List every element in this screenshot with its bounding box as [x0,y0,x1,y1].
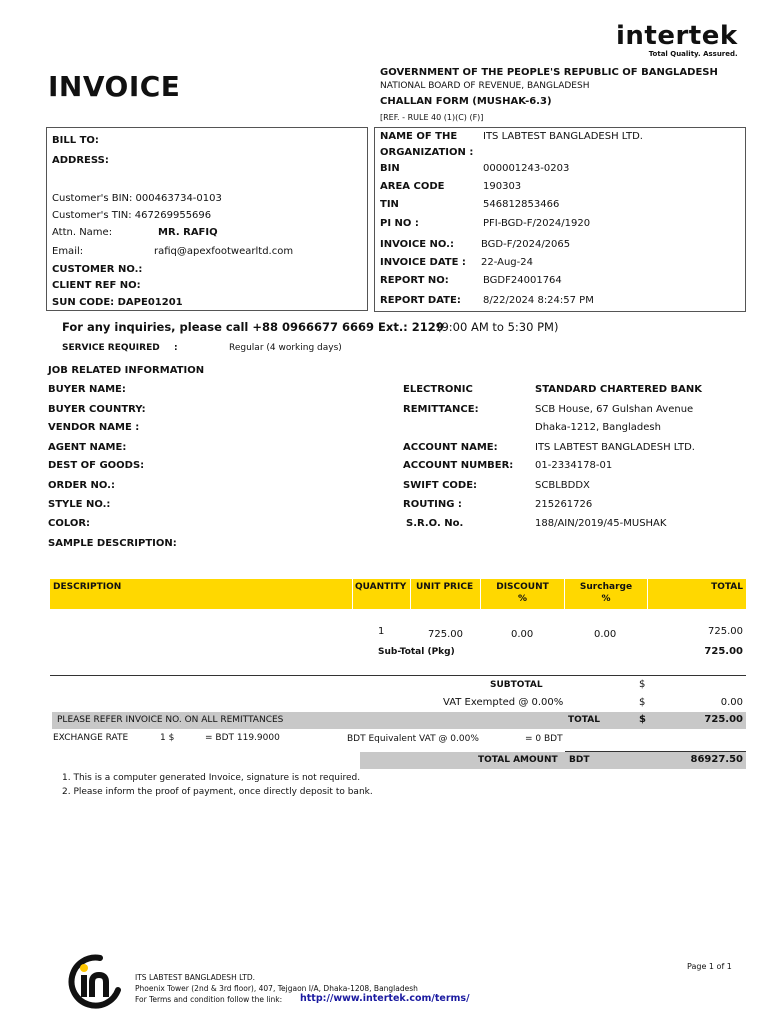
refer-text: PLEASE REFER INVOICE NO. ON ALL REMITTANCES [57,715,284,725]
vendor-name-label: VENDOR NAME : [48,422,140,433]
exchange-rate-bdt: = BDT 119.9000 [205,733,280,743]
row-unit-price: 725.00 [428,629,463,640]
exchange-rate-one: 1 $ [160,733,175,743]
service-label: SERVICE REQUIRED [62,343,160,353]
note-2: 2. Please inform the proof of payment, once directly deposit to bank. [62,787,373,797]
color-label: COLOR: [48,518,91,529]
org-invoice-no-value: BGD-F/2024/2065 [481,239,571,250]
bdt-equivalent-label: BDT Equivalent VAT @ 0.00% [347,734,479,744]
swift-label: SWIFT CODE: [403,480,478,491]
page-number: Page 1 of 1 [687,962,732,971]
intertek-in-logo-icon [60,950,128,1010]
service-value: Regular (4 working days) [229,343,342,353]
client-ref-label: CLIENT REF NO: [52,280,141,291]
logo-tagline: Total Quality. Assured. [648,50,738,58]
total-amount-value: 86927.50 [690,754,743,765]
col-total: TOTAL [711,582,743,592]
bdt-equivalent-value: = 0 BDT [525,734,563,744]
attn-value: MR. RAFIQ [158,227,218,238]
bank-address-1: SCB House, 67 Gulshan Avenue [535,404,694,415]
style-no-label: STYLE NO.: [48,499,111,510]
org-name-label-1: NAME OF THE [380,131,458,142]
org-invoice-no-label: INVOICE NO.: [380,239,454,250]
vat-value: 0.00 [720,697,743,708]
swift-value: SCBLBDDX [535,480,590,491]
org-report-no-value: BGDF24001764 [483,275,562,286]
org-report-no-label: REPORT NO: [380,275,449,286]
footer-terms-label: For Terms and condition follow the link: [135,995,283,1004]
org-tin-value: 546812853466 [483,199,560,210]
col-unit-price: UNIT PRICE [416,582,474,592]
col-discount-line-1: DISCOUNT [496,582,549,592]
attn-label: Attn. Name: [52,227,113,238]
vat-label: VAT Exempted @ 0.00% [443,697,564,708]
total-amount-currency: BDT [569,755,590,765]
total-amount-label: TOTAL AMOUNT [478,755,558,765]
footer-terms-link[interactable]: http://www.intertek.com/terms/ [300,993,470,1004]
col-discount [481,582,564,604]
org-invoice-date-label: INVOICE DATE : [380,257,466,268]
routing-label: ROUTING : [403,499,462,510]
page-title: INVOICE [48,70,181,103]
org-bin-label: BIN [380,163,400,174]
account-name-value: ITS LABTEST BANGLADESH LTD. [535,442,695,453]
customer-no-label: CUSTOMER NO.: [52,264,143,275]
account-number-value: 01-2334178-01 [535,460,613,471]
bill-to-label: BILL TO: [52,135,99,146]
sample-description-label: SAMPLE DESCRIPTION: [48,538,177,549]
gov-line-4: [REF. - RULE 40 (1)(C) (F)] [380,113,484,122]
logo-brand: intertek [616,21,738,51]
buyer-name-label: BUYER NAME: [48,384,126,395]
col-surcharge-line-2: % [601,594,611,604]
remittance-label: REMITTANCE: [403,404,479,415]
inquiry-text: For any inquiries, please call +88 0966677 6669 Ext.: 2129 [62,320,444,334]
account-number-label: ACCOUNT NUMBER: [403,460,514,471]
col-divider-5 [647,579,648,609]
electronic-label: ELECTRONIC [403,384,473,395]
customer-tin: Customer's TIN: 467269955696 [52,210,212,221]
row-surcharge: 0.00 [594,629,617,640]
note-1: 1. This is a computer generated Invoice, signature is not required. [62,773,361,783]
row-discount: 0.00 [511,629,534,640]
bank-address-2: Dhaka-1212, Bangladesh [535,422,661,433]
bank-name: STANDARD CHARTERED BANK [535,384,703,395]
org-area-code-value: 190303 [483,181,522,192]
org-tin-label: TIN [380,199,399,210]
customer-bin: Customer's BIN: 000463734-0103 [52,193,222,204]
col-discount-line-2: % [517,594,528,604]
dest-of-goods-label: DEST OF GOODS: [48,460,145,471]
subtotal-pkg-label: Sub-Total (Pkg) [378,647,455,657]
email-label: Email: [52,246,84,257]
routing-value: 215261726 [535,499,593,510]
org-bin-value: 000001243-0203 [483,163,570,174]
col-surcharge-line-1: Surcharge [579,582,633,592]
col-description: DESCRIPTION [53,582,122,592]
row-quantity: 1 [378,626,385,637]
agent-name-label: AGENT NAME: [48,442,127,453]
email-value: rafiq@apexfootwearltd.com [154,246,294,257]
vat-currency: $ [639,697,646,708]
col-divider-1 [352,579,353,609]
subtotal-currency: $ [639,679,646,690]
org-pi-no-value: PFI-BGD-F/2024/1920 [483,218,591,229]
footer-address: Phoenix Tower (2nd & 3rd floor), 407, Tejgaon I/A, Dhaka-1208, Bangladesh [135,984,418,993]
buyer-country-label: BUYER COUNTRY: [48,404,146,415]
sun-code: SUN CODE: DAPE01201 [52,297,183,308]
gov-line-2: NATIONAL BOARD OF REVENUE, BANGLADESH [380,81,590,91]
col-quantity: QUANTITY [355,582,407,592]
org-report-date-value: 8/22/2024 8:24:57 PM [483,295,594,306]
job-heading: JOB RELATED INFORMATION [48,365,205,376]
sro-label: S.R.O. No. [406,518,464,529]
account-name-label: ACCOUNT NAME: [403,442,498,453]
inquiry-hours: (9:00 AM to 5:30 PM) [437,320,559,334]
org-pi-no-label: PI NO : [380,218,419,229]
totals-divider [50,675,746,676]
subtotal-label: SUBTOTAL [490,680,543,690]
org-invoice-date-value: 22-Aug-24 [481,257,533,268]
subtotal-pkg-value: 725.00 [704,646,743,657]
gov-line-3: CHALLAN FORM (MUSHAK-6.3) [380,96,552,107]
footer-company: ITS LABTEST BANGLADESH LTD. [135,973,255,982]
col-divider-2 [410,579,411,609]
total-label: TOTAL [568,715,600,725]
intertek-logo [616,22,738,58]
total-value: 725.00 [704,714,743,725]
service-colon: : [174,343,178,353]
org-report-date-label: REPORT DATE: [380,295,461,306]
row-total: 725.00 [708,626,743,637]
org-name-label-2: ORGANIZATION : [380,147,474,158]
total-currency: $ [639,714,646,725]
order-no-label: ORDER NO.: [48,480,115,491]
org-area-code-label: AREA CODE [380,181,445,192]
col-surcharge [565,582,647,604]
gov-line-1: GOVERNMENT OF THE PEOPLE'S REPUBLIC OF BANGLADESH [380,67,718,78]
sro-value: 188/AIN/2019/45-MUSHAK [535,518,667,529]
exchange-rate-label: EXCHANGE RATE [53,733,129,743]
org-name-value: ITS LABTEST BANGLADESH LTD. [483,131,643,142]
address-label: ADDRESS: [52,155,109,166]
